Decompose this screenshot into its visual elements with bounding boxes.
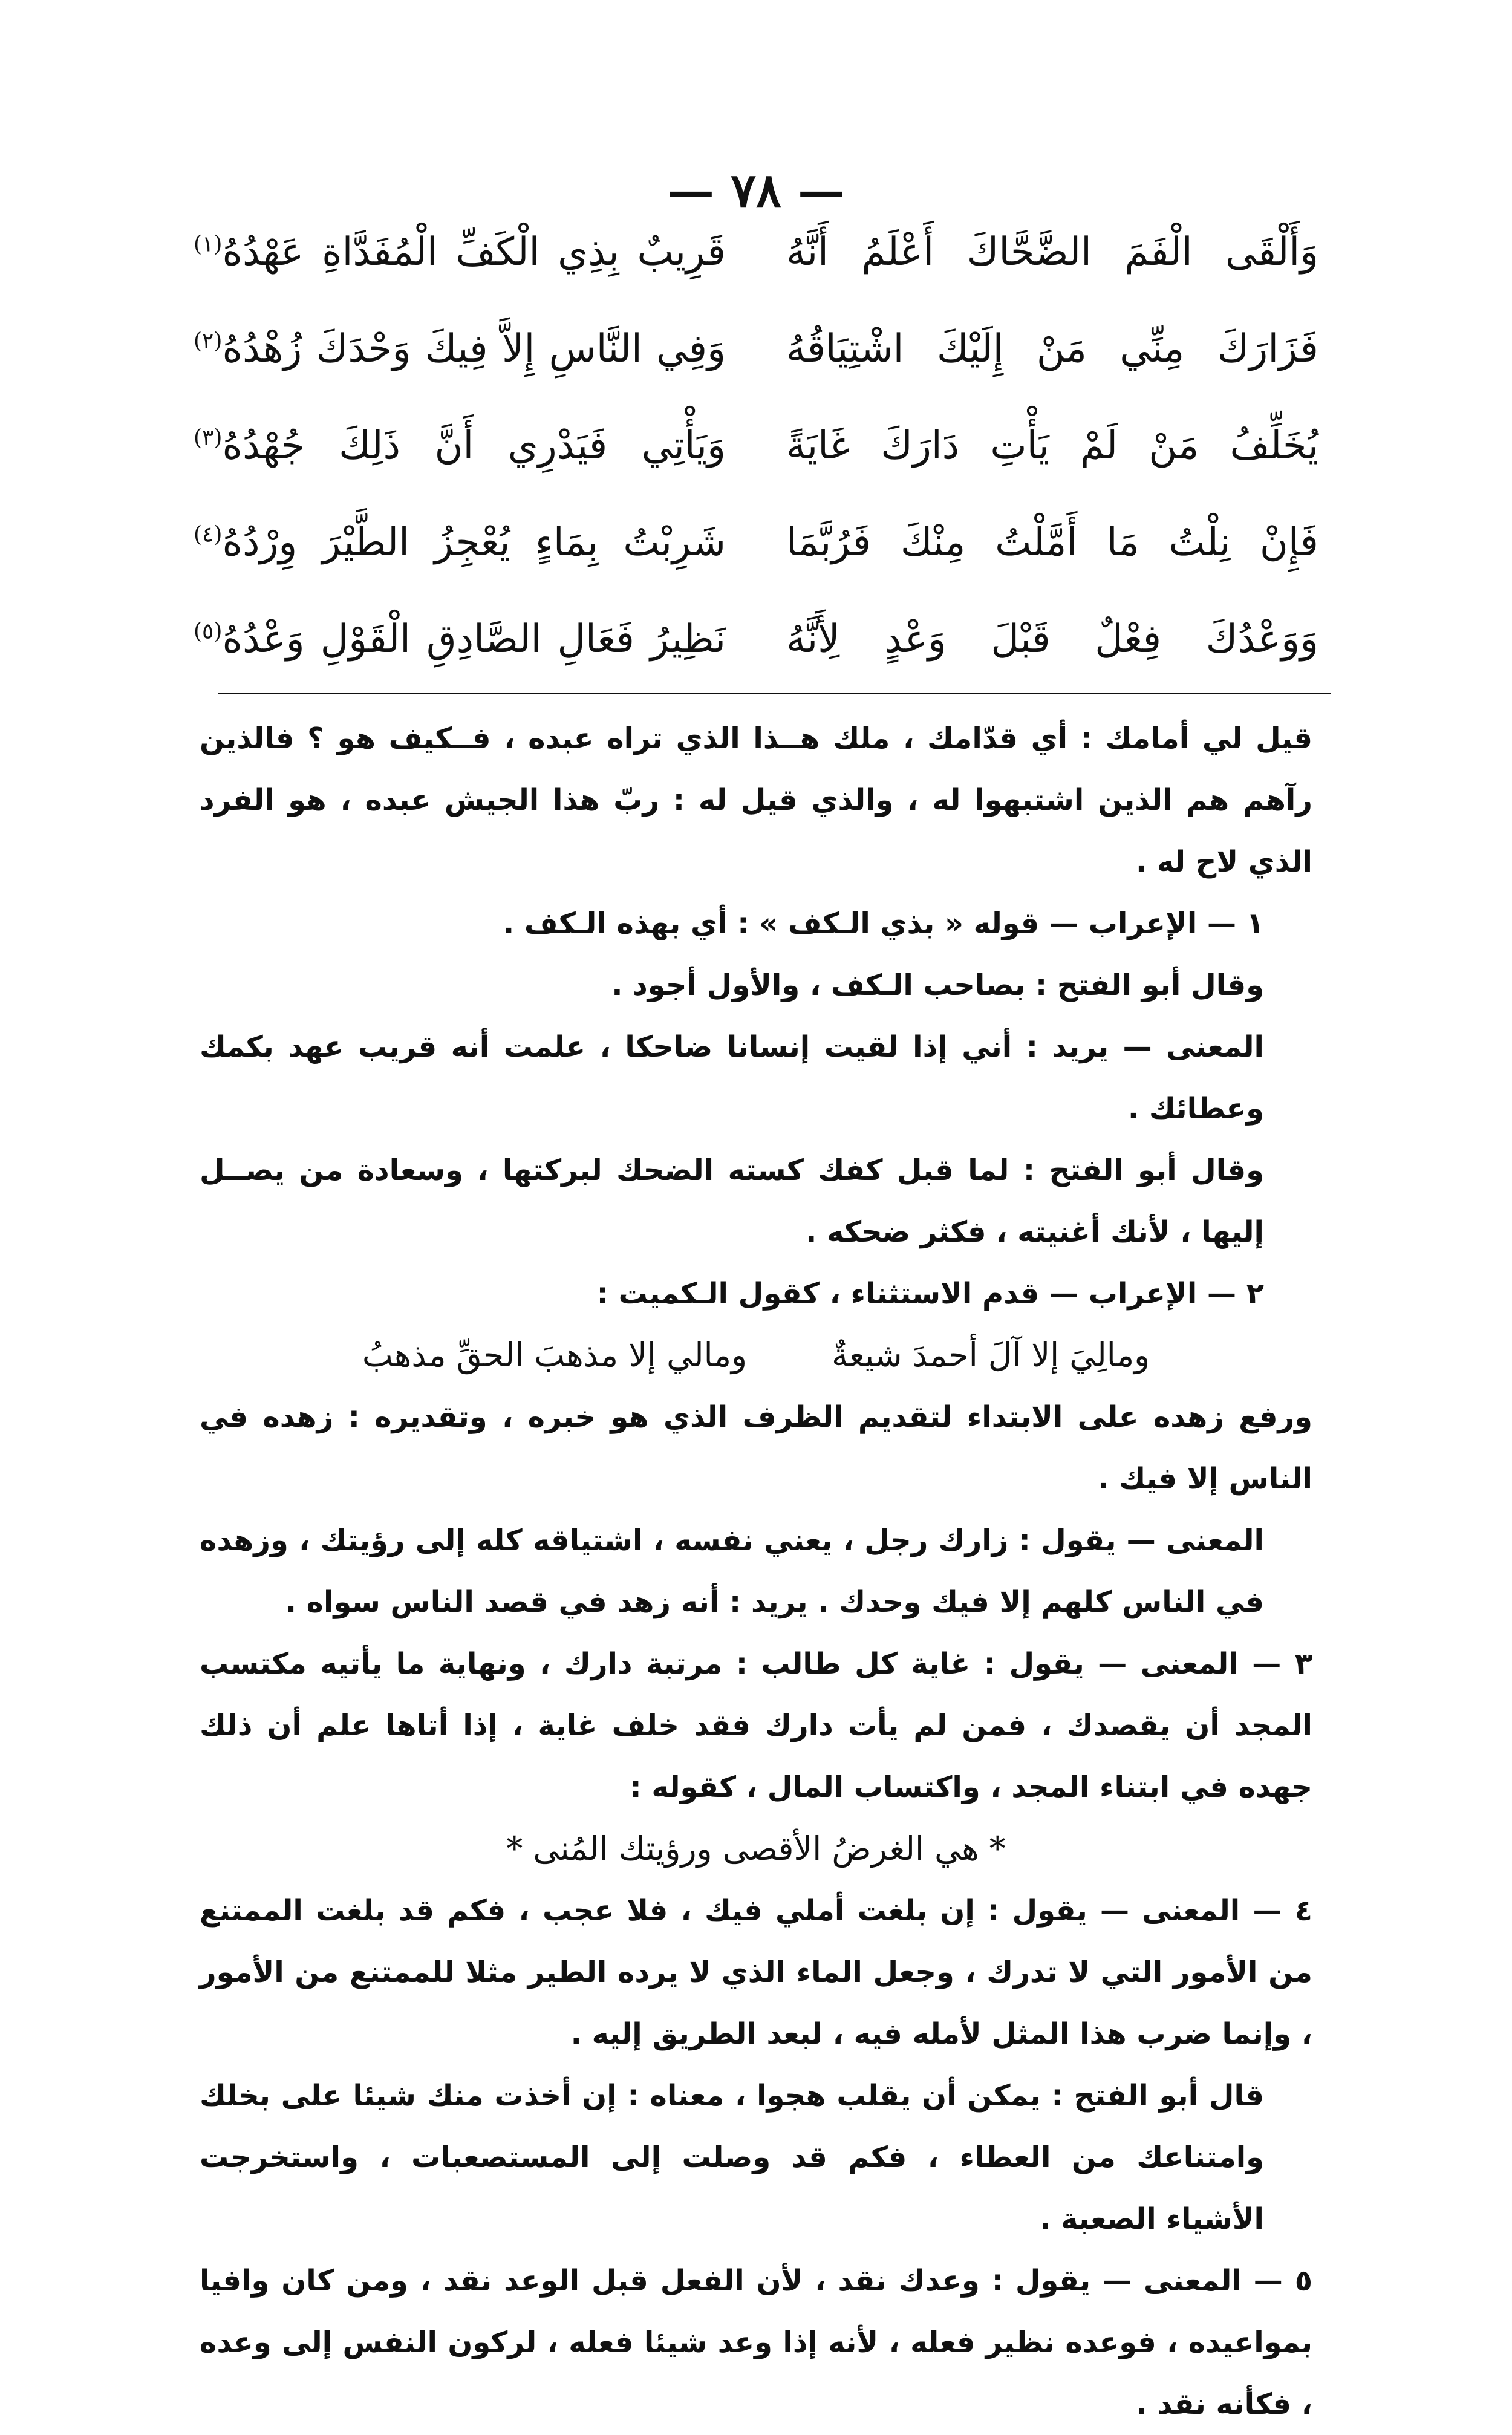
quoted-hemistich: * هي الغرضُ الأقصى ورؤيتك المُنى * [506, 1830, 1006, 1868]
verse-second-hemistich [194, 423, 726, 468]
verse-second-hemistich [194, 230, 726, 275]
commentary-paragraph: قال أبو الفتح : يمكن أن يقلب هجوا ، معناه : إن أخذت منك شيئا على بخلك وامتناعك من العطاء ، فكم قد وصلت إلى المستصعبات ، واستخرجت الأشياء الصعبة . [200, 2079, 1264, 2236]
commentary-paragraph: ٢ — الإعراب — قدم الاستثناء ، كقول الـكميت : [596, 1277, 1264, 1311]
verse-5 [194, 617, 1318, 714]
commentary-paragraph: المعنى — يقول : زارك رجل ، يعني نفسه ، اشتياقه كله إلى رؤيتك ، وزهده في الناس كلهم إلا فيك وحدك . يريد : أنه زهد في قصد الناس سواه . [200, 1524, 1264, 1619]
footnote-divider [218, 693, 1331, 694]
verse-1 [194, 230, 1318, 327]
footnote-ref: (٥) [194, 619, 223, 644]
page-number: — ٧٨ — [666, 163, 846, 218]
verse-2 [194, 327, 1318, 423]
verse-first-hemistich: وَوَعْدُكَ فِعْلٌ قَبْلَ وَعْدٍ لِأَنَّهُ [786, 617, 1318, 662]
commentary-paragraph: ١ — الإعراب — قوله « بذي الـكف » : أي بهذه الـكف . [503, 907, 1264, 940]
commentary-paragraph: ٤ — المعنى — يقول : إن بلغت أملي فيك ، فلا عجب ، فكم قد بلغت الممتنع من الأمور التي لا تدرك ، وجعل الماء الذي لا يرده الطير مثلا للممتنع من الأمور ، وإنما ضرب هذا المثل لأمله فيه ، لبعد الطريق إليه . [200, 1894, 1312, 2051]
verse-first-hemistich: وَأَلْقَى الْفَمَ الضَّحَّاكَ أَعْلَمُ أَنَّهُ [786, 230, 1318, 275]
commentary-paragraph: ٣ — المعنى — يقول : غاية كل طالب : مرتبة دارك ، ونهاية ما يأتيه مكتسب المجد أن يقصدك ، فمن لم يأت دارك فقد خلف غاية ، إذا أتاها علم أن ذلك جهده في ابتناء المجد ، واكتساب المال ، كقوله : [200, 1647, 1312, 1804]
verse-second-hemistich [194, 617, 726, 662]
quoted-verse-second: ومالي إلا مذهبَ الحقِّ مذهبُ [362, 1336, 748, 1374]
verse-3 [194, 423, 1318, 520]
verse-second-text: نَظِيرُ فَعَالِ الصَّادِقِ الْقَوْلِ وَعْدُهُ [222, 617, 726, 662]
footnote-ref: (٣) [194, 425, 223, 451]
quoted-verse [200, 1325, 1312, 1386]
verse-first-hemistich: فَإِنْ نِلْتُ مَا أَمَّلْتُ مِنْكَ فَرُبَّمَا [786, 520, 1318, 565]
commentary-paragraph: المعنى — يريد : أني إذا لقيت إنسانا ضاحكا ، علمت أنه قريب عهد بكمك وعطائك . [200, 1030, 1264, 1126]
verse-first-hemistich: فَزَارَكَ مِنِّي مَنْ إِلَيْكَ اشْتِيَاقُهُ [786, 327, 1318, 371]
commentary-section [200, 708, 1312, 2435]
verse-second-text: قَرِيبٌ بِذِي الْكَفِّ الْمُفَدَّاةِ عَهْدُهُ [222, 230, 726, 275]
footnote-ref: (٤) [194, 522, 223, 547]
commentary-paragraph: وقال أبو الفتح : بصاحب الـكف ، والأول أجود . [611, 968, 1264, 1002]
commentary-paragraph: قيل لي أمامك : أي قدّامك ، ملك هــذا الذي تراه عبده ، فــكيف هو ؟ فالذين رآهم هم الذين اشتبهوا له ، والذي قيل له : ربّ هذا الجيش عبده ، هو الفرد الذي لاح له . [200, 722, 1312, 879]
verse-4 [194, 520, 1318, 617]
verse-first-hemistich: يُخَلِّفُ مَنْ لَمْ يَأْتِ دَارَكَ غَايَةً [786, 423, 1318, 468]
commentary-paragraph: ورفع زهده على الابتداء لتقديم الظرف الذي هو خبره ، وتقديره : زهده في الناس إلا فيك . [200, 1400, 1312, 1496]
verse-second-text: وَفِي النَّاسِ إِلاَّ فِيكَ وَحْدَكَ زُهْدُهُ [222, 327, 726, 371]
commentary-paragraph: ٥ — المعنى — يقول : وعدك نقد ، لأن الفعل قبل الوعد نقد ، ومن كان وافيا بمواعيده ، فوعده نظير فعله ، لأنه إذا وعد شيئا فعله ، لركون النفس إلى وعده ، فكأنه نقد . [200, 2264, 1312, 2421]
verse-second-text: شَرِبْتُ بِمَاءٍ يُعْجِزُ الطَّيْرَ وِرْدُهُ [222, 520, 726, 565]
footnote-ref: (١) [194, 232, 223, 257]
quoted-verse-first: ومالِيَ إلا آلَ أحمدَ شيعةٌ [832, 1336, 1150, 1374]
commentary-paragraph: وقال أبو الفتح : لما قبل كفك كسته الضحك لبركتها ، وسعادة من يصــل إليها ، لأنك أغنيته ، فكثر ضحكه . [200, 1153, 1264, 1249]
poem-verses [194, 230, 1318, 714]
verse-second-text: وَيَأْتِي فَيَدْرِي أَنَّ ذَلِكَ جُهْدُهُ [222, 423, 726, 468]
verse-second-hemistich [194, 520, 726, 565]
footnote-ref: (٢) [194, 328, 223, 354]
verse-second-hemistich [194, 327, 726, 371]
